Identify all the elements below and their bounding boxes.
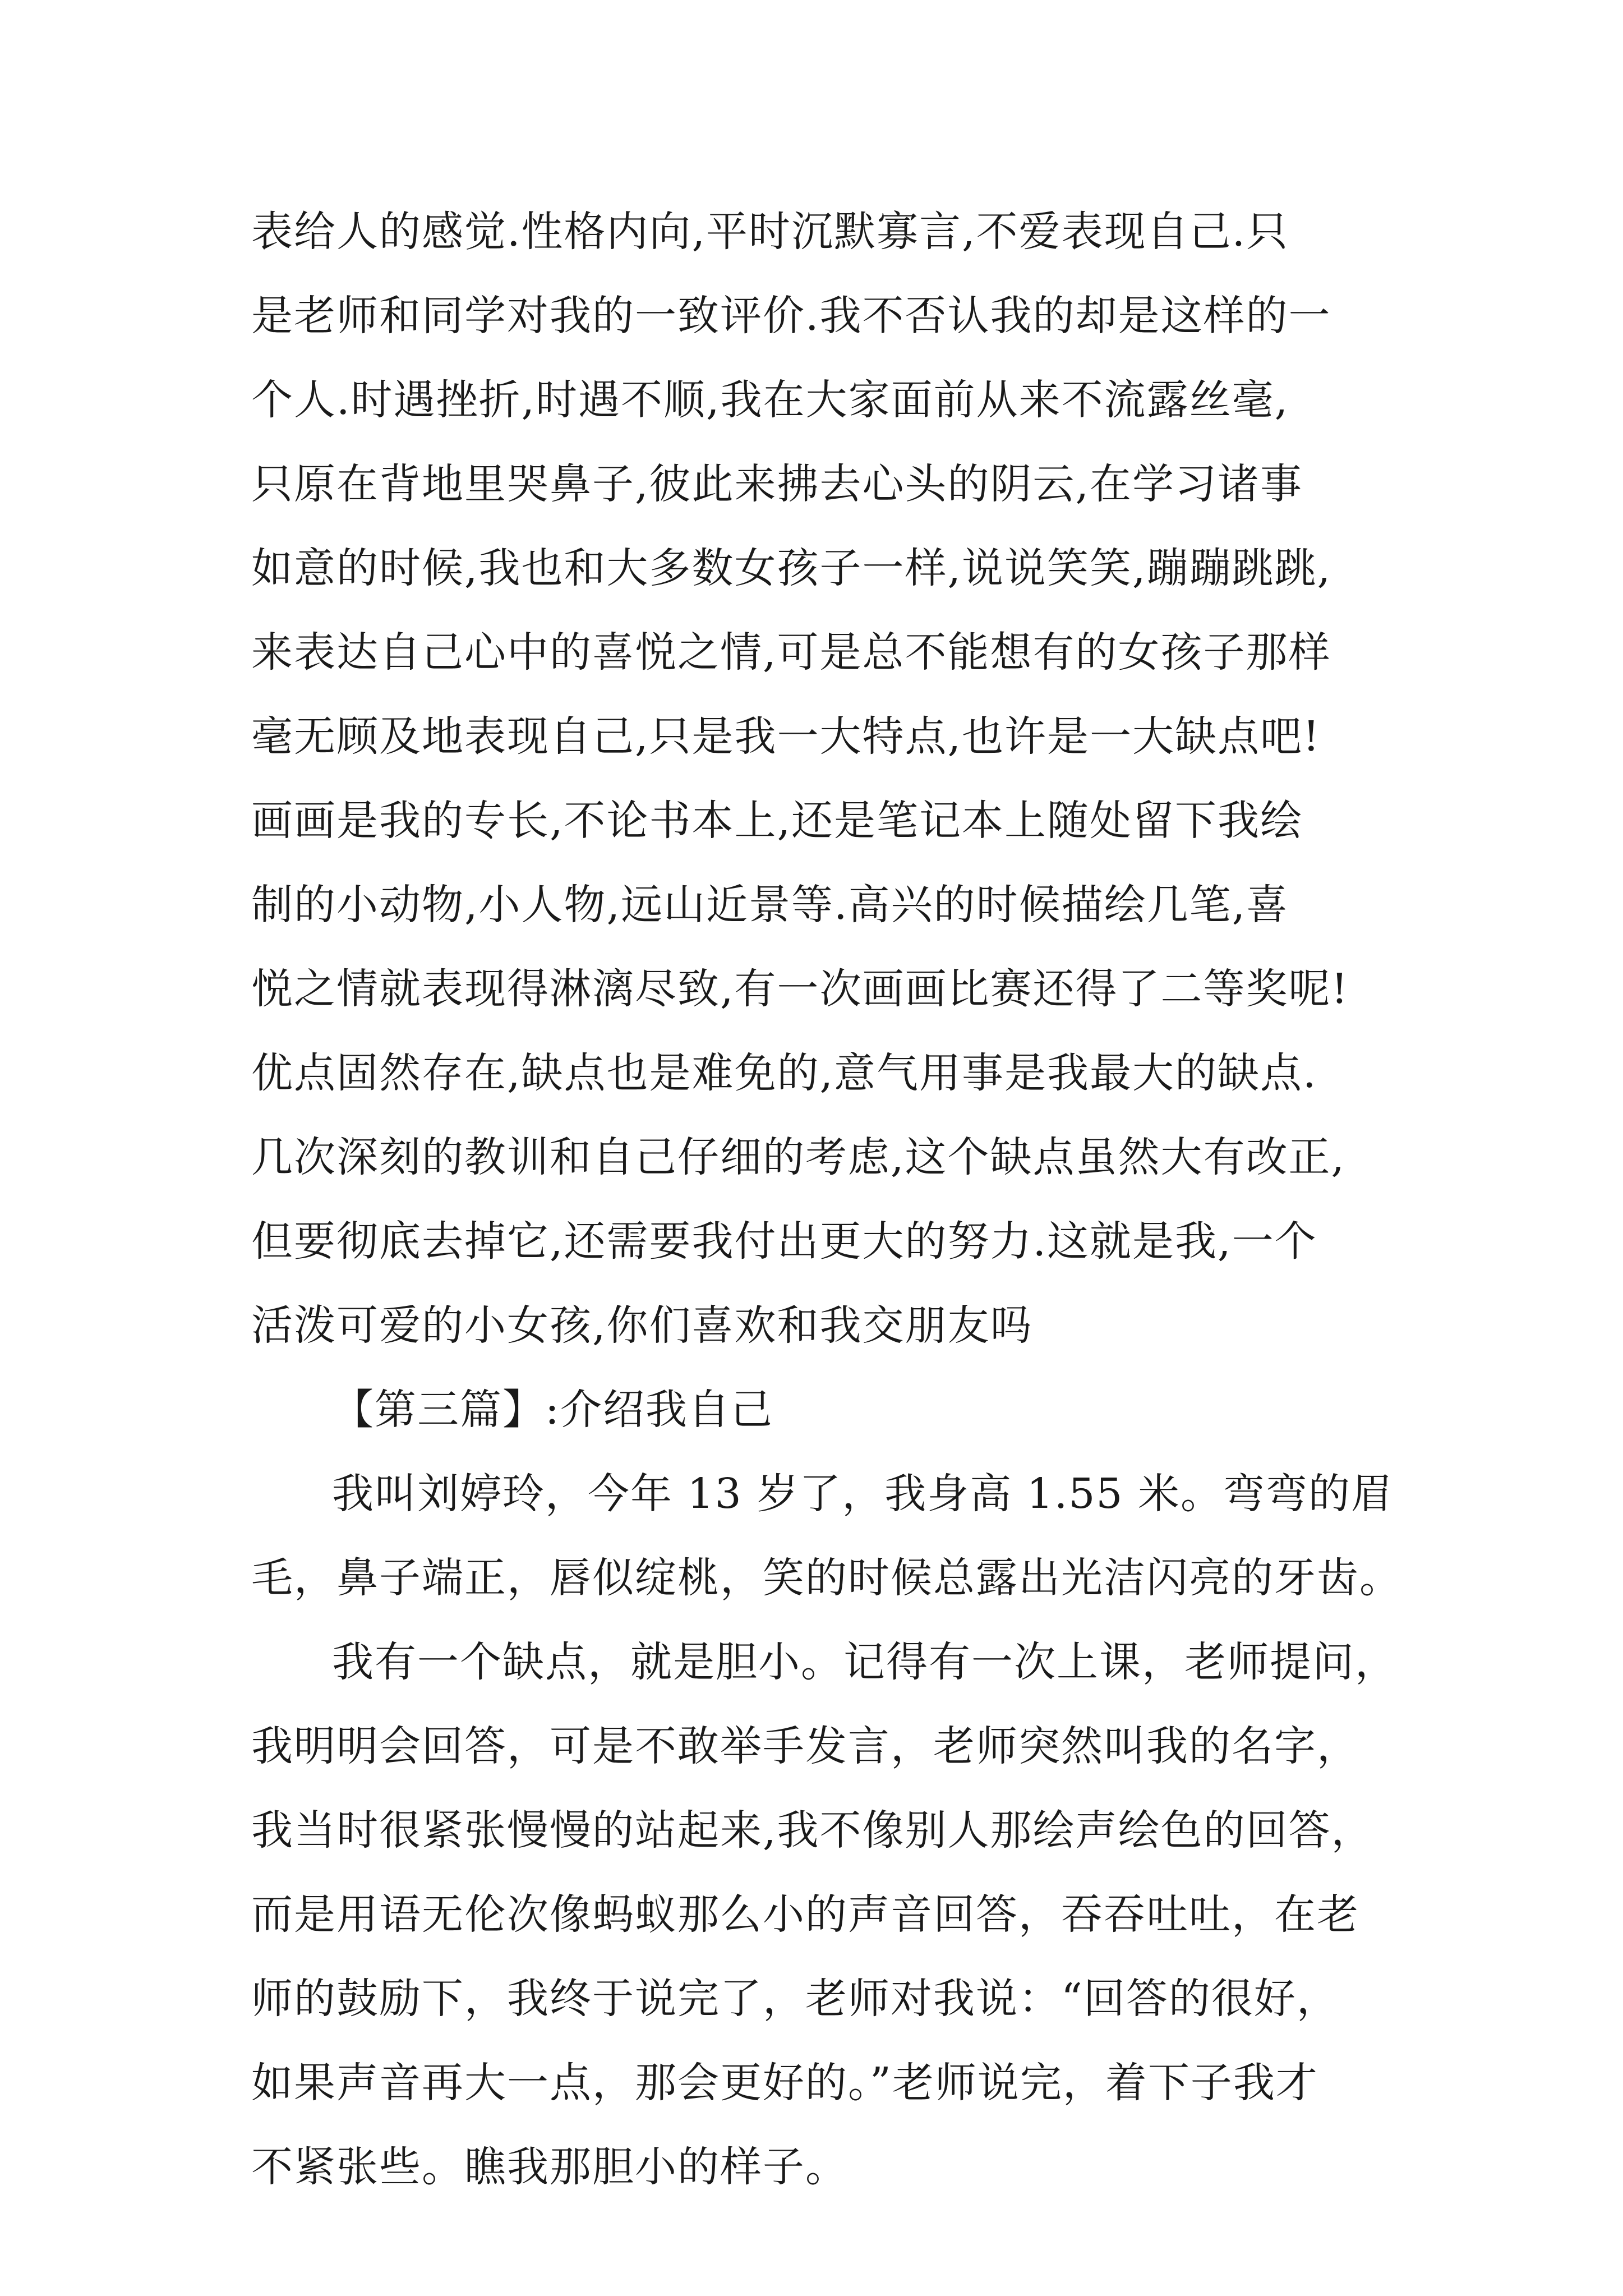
text-line-5: 如意的时候,我也和大多数女孩子一样,说说笑笑,蹦蹦跳跳,	[251, 544, 1332, 592]
paragraph-2-line-5: 师的鼓励下，我终于说完了，老师对我说：“回答的很好，	[251, 1975, 1339, 2023]
paragraph-1-line-2: 毛，鼻子端正，唇似绽桃，笑的时候总露出光洁闪亮的牙齿。	[251, 1554, 1402, 1602]
text-line-4: 只原在背地里哭鼻子,彼此来拂去心头的阴云,在学习诸事	[251, 460, 1303, 508]
text-line-3: 个人.时遇挫折,时遇不顺,我在大家面前从来不流露丝毫,	[251, 376, 1289, 424]
text-line-2: 是老师和同学对我的一致评价.我不否认我的却是这样的一	[251, 292, 1331, 340]
text-line-14: 活泼可爱的小女孩,你们喜欢和我交朋友吗	[251, 1301, 1033, 1350]
text-line-7: 毫无顾及地表现自己,只是我一大特点,也许是一大缺点吧!	[251, 712, 1321, 761]
text-line-11: 优点固然存在,缺点也是难免的,意气用事是我最大的缺点.	[251, 1049, 1317, 1097]
paragraph-1-line-1: 我叫刘婷玲，今年 13 岁了，我身高 1.55 米。弯弯的眉	[332, 1470, 1394, 1518]
text-line-13: 但要彻底去掉它,还需要我付出更大的努力.这就是我,一个	[251, 1217, 1317, 1266]
text-line-9: 制的小动物,小人物,远山近景等.高兴的时候描绘几笔,喜	[251, 881, 1289, 929]
text-line-10: 悦之情就表现得淋漓尽致,有一次画画比赛还得了二等奖呢!	[251, 965, 1349, 1013]
section-heading: 【第三篇】:介绍我自己	[332, 1386, 773, 1434]
paragraph-2-line-6: 如果声音再大一点，那会更好的。”老师说完，着下子我才	[251, 2059, 1318, 2107]
text-line-6: 来表达自己心中的喜悦之情,可是总不能想有的女孩子那样	[251, 628, 1331, 677]
paragraph-2-line-7: 不紧张些。瞧我那胆小的样子。	[251, 2143, 848, 2191]
paragraph-2-line-4: 而是用语无伦次像蚂蚁那么小的声音回答，吞吞吐吐，在老	[251, 1890, 1359, 1939]
text-line-8: 画画是我的专长,不论书本上,还是笔记本上随处留下我绘	[251, 797, 1303, 845]
paragraph-2-line-2: 我明明会回答，可是不敢举手发言，老师突然叫我的名字，	[251, 1722, 1359, 1770]
paragraph-2-line-1: 我有一个缺点，就是胆小。记得有一次上课，老师提问，	[332, 1638, 1398, 1686]
paragraph-2-line-3: 我当时很紧张慢慢的站起来,我不像别人那绘声绘色的回答，	[251, 1806, 1374, 1855]
text-line-12: 几次深刻的教训和自己仔细的考虑,这个缺点虽然大有改正,	[251, 1133, 1346, 1181]
text-line-1: 表给人的感觉.性格内向,平时沉默寡言,不爱表现自己.只	[251, 208, 1289, 256]
